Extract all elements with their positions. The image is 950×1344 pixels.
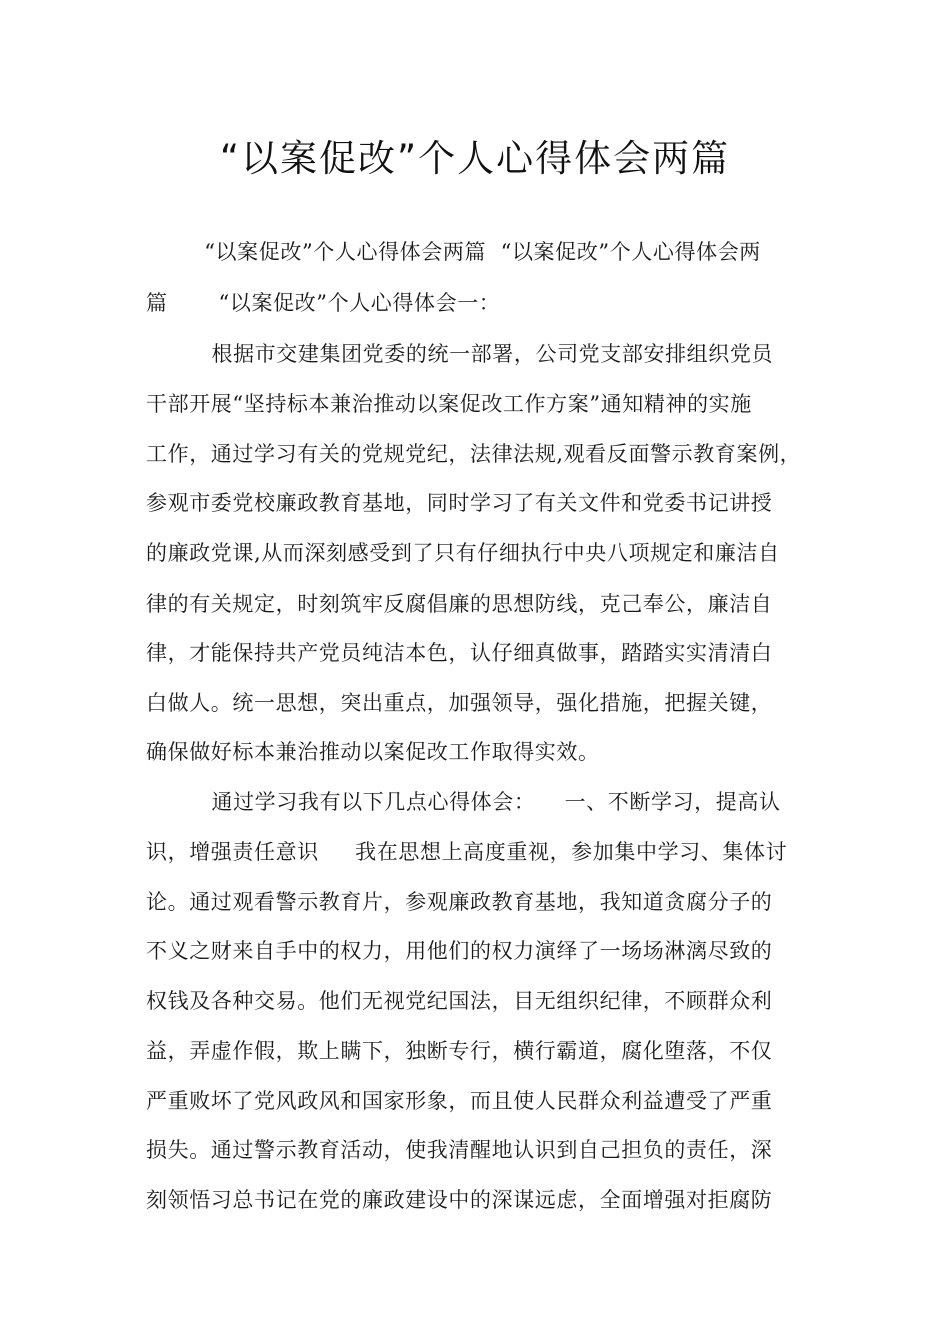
body-line: 论。通过观看警示教育片，参观廉政教育基地，我知道贪腐分子的 bbox=[146, 890, 773, 914]
body-line: 损失。通过警示教育活动，使我清醒地认识到自己担负的责任，深 bbox=[146, 1138, 773, 1162]
body-line: 识，增强责任意识 我在思想上高度重视，参加集中学习、集体讨 bbox=[146, 840, 788, 864]
body-line: 律，才能保持共产党员纯洁本色，认仔细真做事，踏踏实实清清白 bbox=[146, 641, 773, 665]
body-line: 白做人。统一思想，突出重点，加强领导，强化措施，把握关键， bbox=[146, 691, 773, 715]
body-line: 参观市委党校廉政教育基地，同时学习了有关文件和党委书记讲授 bbox=[146, 491, 773, 515]
body-line: 权钱及各种交易。他们无视党纪国法，目无组织纪律，不顾群众利 bbox=[146, 989, 773, 1013]
body-line: 通过学习我有以下几点心得体会： 一、不断学习，提高认 bbox=[146, 790, 781, 814]
body-line: “以案促改”个人心得体会两篇 “以案促改”个人心得体会两 bbox=[146, 240, 761, 264]
body-line: 工作，通过学习有关的党规党纪，法律法规,观看反面警示教育案例， bbox=[146, 442, 802, 466]
body-line: 根据市交建集团党委的统一部署，公司党支部安排组织党员 bbox=[146, 342, 774, 366]
body-line: 严重败坏了党风政风和国家形象，而且使人民群众利益遭受了严重 bbox=[146, 1089, 773, 1113]
body-line: 确保做好标本兼治推动以案促改工作取得实效。 bbox=[146, 740, 600, 764]
body-line: 干部开展“坚持标本兼治推动以案促改工作方案”通知精神的实施 bbox=[146, 392, 752, 416]
document-title: “以案促改”个人心得体会两篇 bbox=[219, 137, 731, 180]
body-line: 不义之财来自手中的权力，用他们的权力演绎了一场场淋漓尽致的 bbox=[146, 939, 773, 963]
body-line: 篇 “以案促改”个人心得体会一： bbox=[146, 291, 501, 315]
body-line: 刻领悟习总书记在党的廉政建设中的深谋远虑，全面增强对拒腐防 bbox=[146, 1188, 773, 1212]
body-line: 律的有关规定，时刻筑牢反腐倡廉的思想防线，克己奉公，廉洁自 bbox=[146, 592, 773, 616]
body-line: 益，弄虚作假，欺上瞒下，独断专行，横行霸道，腐化堕落，不仅 bbox=[146, 1039, 773, 1063]
body-line: 的廉政党课,从而深刻感受到了只有仔细执行中央八项规定和廉洁自 bbox=[146, 541, 780, 565]
